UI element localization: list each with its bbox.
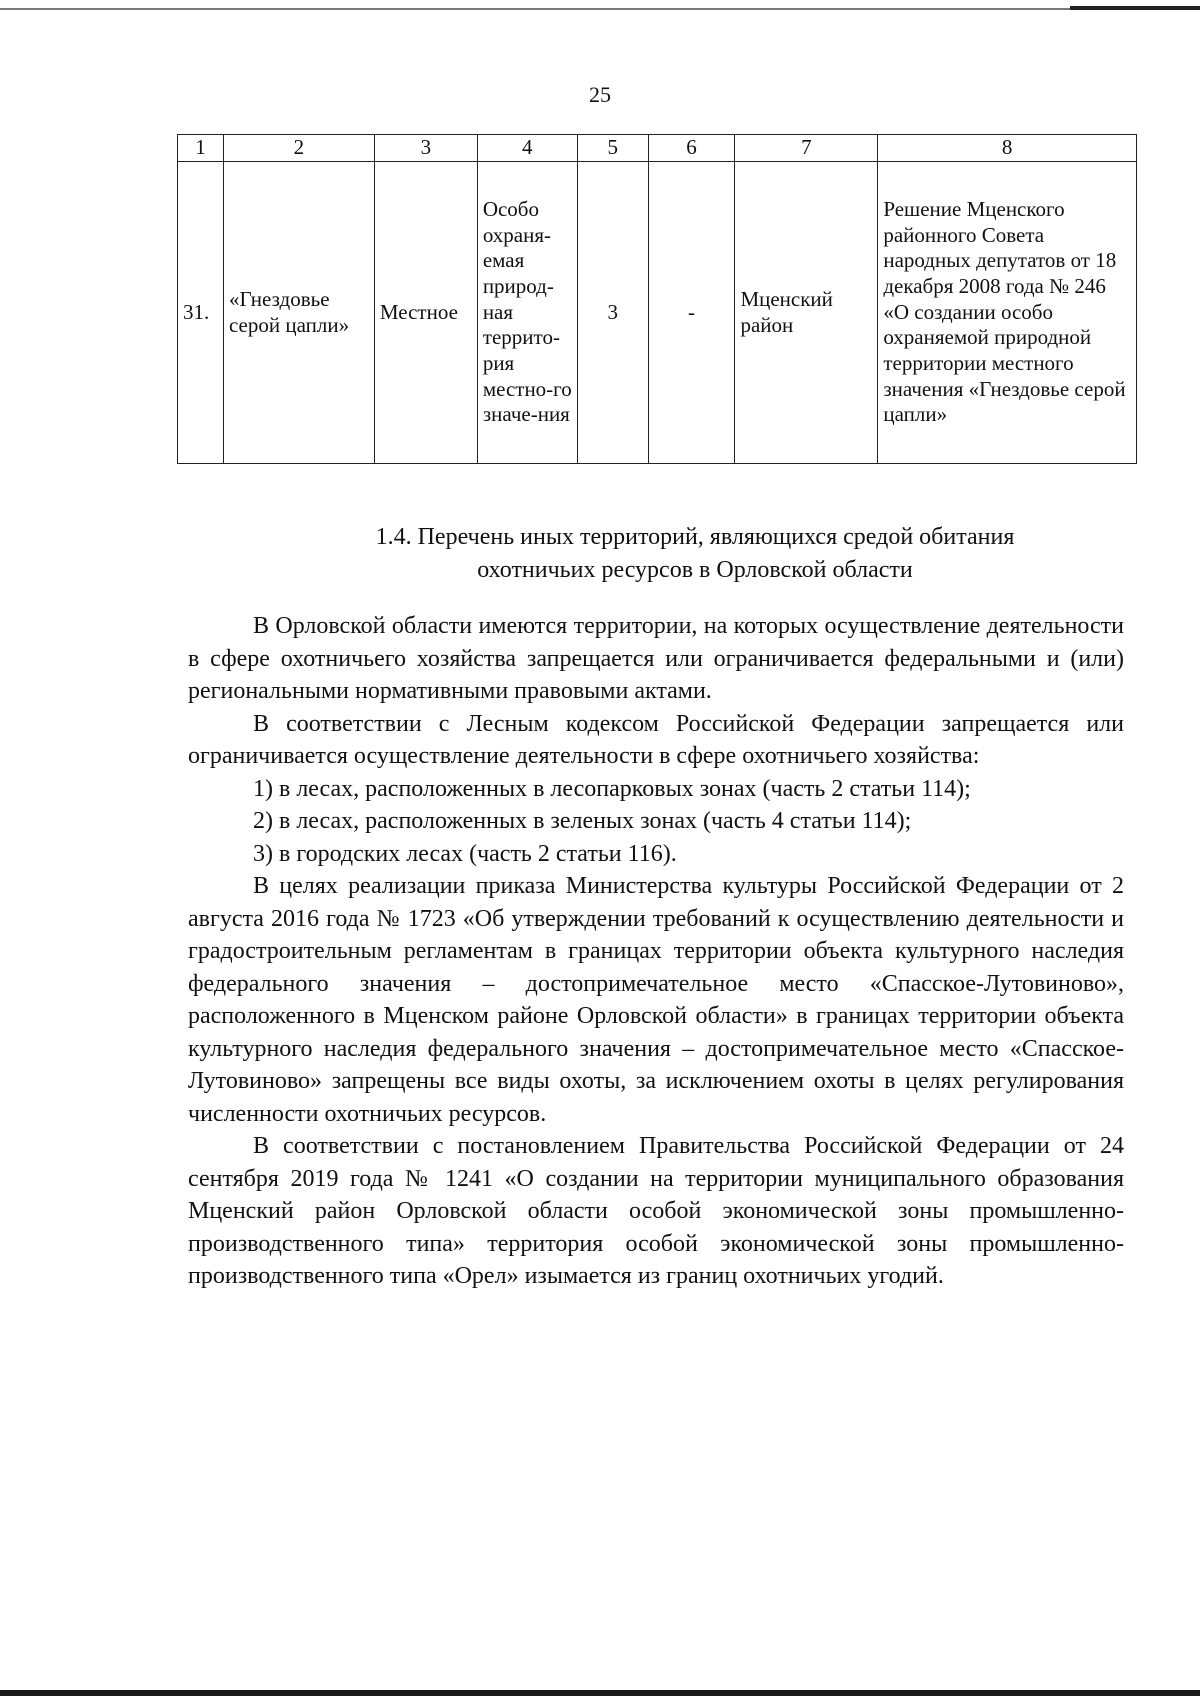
significance-cell: Местное [374,162,477,464]
column-header: 4 [477,135,577,162]
section-heading-line-2: охотничьих ресурсов в Орловской области [477,557,913,583]
column-header: 3 [374,135,477,162]
table-header-row [178,135,1137,162]
protected-territories-table [177,134,1137,464]
paragraph: В соответствии с постановлением Правительства Российской Федерации от 24 сентября 2019 года № 1241 «О создании на территории муниципального образования Мценский район Орловской области особой экономической зоны промышленно-производственного типа» территория особой экономической зоны промышленно-производственного типа «Орел» изымается из границ охотничьих угодий. [188,1133,1124,1289]
column-header: 2 [223,135,374,162]
paragraph: В целях реализации приказа Министерства культуры Российской Федерации от 2 августа 2016 года № 1723 «Об утверждении требований к осуществлению деятельности и градостроительным регламентам в границах территории объекта культурного наследия федерального значения – достопримечательное место «Спасское-Лутовиново», расположенного в Мценском районе Орловской области» в границах территории объекта культурного наследия федерального значения – достопримечательное место «Спасское-Лутовиново» запрещены все виды охоты, за исключением охоты в целях регулирования численности охотничьих ресурсов. [188,873,1124,1127]
section-heading-line-1: 1.4. Перечень иных территорий, являющихся средой обитания [375,524,1015,550]
page-number: 25 [589,82,611,107]
paragraph: В Орловской области имеются территории, на которых осуществление деятельности в сфере охотничьего хозяйства запрещается или ограничивается федеральными и (или) региональными нормативными правовыми актами. [188,613,1124,704]
column-header: 7 [735,135,878,162]
paragraph: В соответствии с Лесным кодексом Российской Федерации запрещается или ограничивается осуществление деятельности в сфере охотничьего хозяйства: [188,710,1124,769]
row-number-cell: 31. [178,162,224,464]
territory-name-cell: «Гнездовье серой цапли» [223,162,374,464]
list-item: 3) в городских лесах (часть 2 статьи 116). [253,840,677,867]
column-header: 8 [878,135,1137,162]
bottom-border-line [0,1690,1200,1696]
category-cell: Особо охраня-емая природ-ная террито-рия местно-го значе-ния [477,162,577,464]
column-header: 1 [178,135,224,162]
list-item: 2) в лесах, расположенных в зеленых зонах (часть 4 статьи 114); [253,808,912,834]
district-cell: Мценский район [735,162,878,464]
column-5-cell: 3 [577,162,648,464]
table-row [178,162,1137,464]
column-header: 6 [648,135,735,162]
top-border-line [0,8,1200,10]
legal-basis-cell: Решение Мценского районного Совета народных депутатов от 18 декабря 2008 года № 246 «О создании особо охраняемой природной территории местного значения «Гнездовье серой цапли» [878,162,1137,464]
column-header: 5 [577,135,648,162]
section-heading [280,521,1110,587]
section-body [188,610,1124,1293]
top-border-mark [1070,6,1200,10]
column-6-cell: - [648,162,735,464]
list-item: 1) в лесах, расположенных в лесопарковых зонах (часть 2 статьи 114); [253,775,971,802]
